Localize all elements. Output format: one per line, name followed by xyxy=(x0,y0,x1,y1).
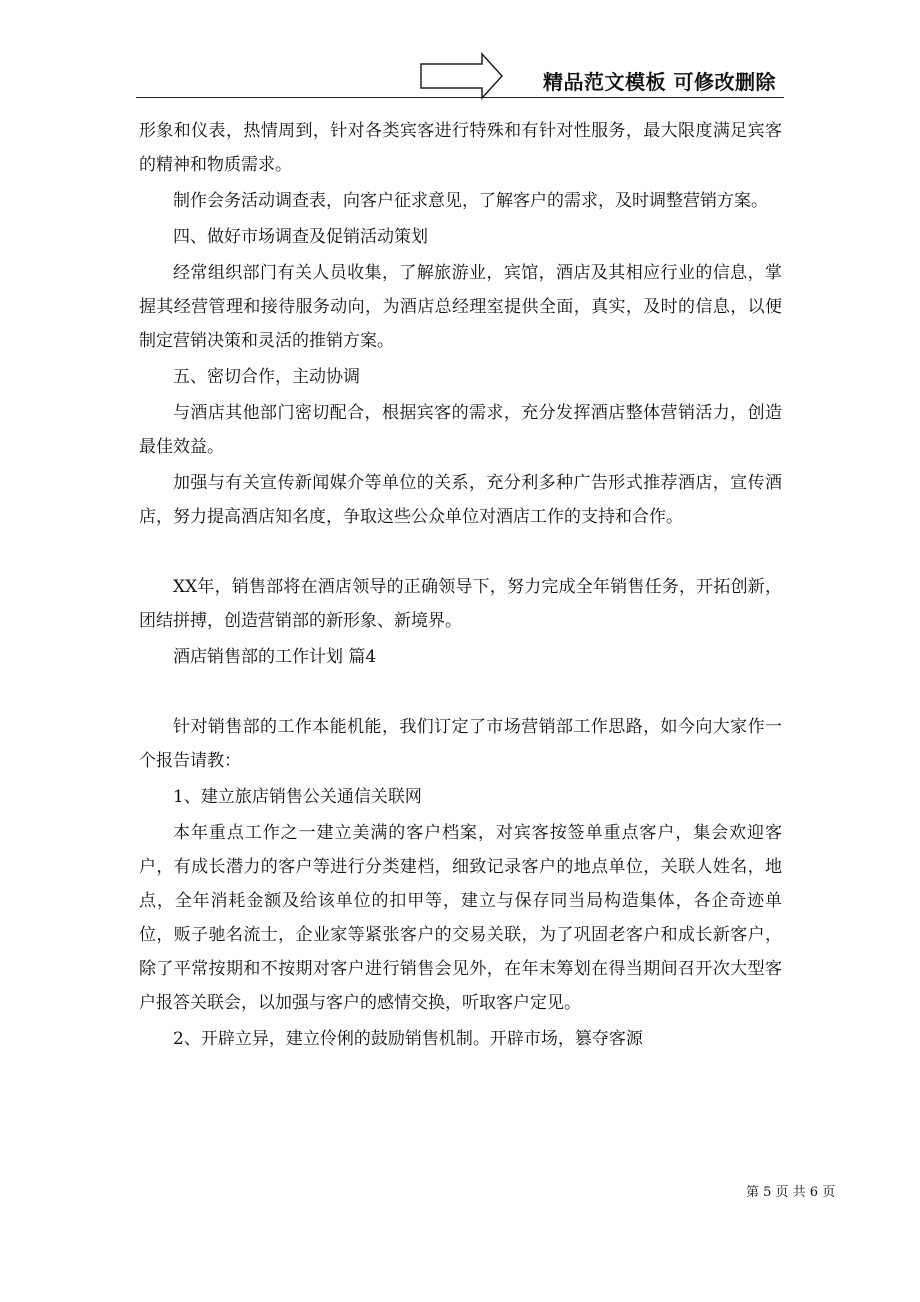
blank-line xyxy=(139,536,782,570)
paragraph: XX年，销售部将在酒店领导的正确领导下，努力完成全年销售任务，开拓创新，团结拼搏，创造营销部的新形象、新境界。 xyxy=(139,577,782,631)
page-number: 第 5 页 共 6 页 xyxy=(746,1185,836,1200)
page-header xyxy=(136,48,784,98)
blank-line xyxy=(139,676,782,710)
paragraph: 加强与有关宣传新闻媒介等单位的关系，充分利多种广告形式推荐酒店，宣传酒店，努力提高酒店知名度，争取这些公众单位对酒店工作的支持和合作。 xyxy=(139,473,782,527)
paragraph: 经常组织部门有关人员收集，了解旅游业，宾馆，酒店及其相应行业的信息，掌握其经营管理和接待服务动向，为酒店总经理室提供全面，真实，及时的信息，以便制定营销决策和灵活的推销方案。 xyxy=(139,263,782,351)
paragraph: 针对销售部的工作本能机能，我们订定了市场营销部工作思路，如今向大家作一个报告请教： xyxy=(139,717,782,771)
section-heading: 1、建立旅店销售公关通信关联网 xyxy=(173,787,422,807)
document-body xyxy=(139,114,782,1058)
paragraph: 与酒店其他部门密切配合，根据宾客的需求，充分发挥酒店整体营销活力，创造最佳效益。 xyxy=(139,403,782,457)
section-heading: 五、密切合作，主动协调 xyxy=(173,367,360,387)
header-divider xyxy=(136,97,784,98)
paragraph: 形象和仪表，热情周到，针对各类宾客进行特殊和有针对性服务，最大限度满足宾客的精神和物质需求。 xyxy=(139,121,782,175)
section-heading: 2、开辟立异，建立伶俐的鼓励销售机制。开辟市场，篡夺客源 xyxy=(173,1029,643,1049)
paragraph: 本年重点工作之一建立美满的客户档案，对宾客按签单重点客户，集会欢迎客户，有成长潜力的客户等进行分类建档，细致记录客户的地点单位，关联人姓名，地点，全年消耗金额及给该单位的扣甲等，建立与保存同当局构造集体，各企奇迹单位，贩子驰名流士，企业家等紧张客户的交易关联，为了巩固老客户和成长新客户，除了平常按期和不按期对客户进行销售会见外，在年末筹划在得当期间召开次大型客户报答关联会，以加强与客户的感情交换，听取客户定见。 xyxy=(139,823,782,1013)
header-title: 精品范文模板 可修改删除 xyxy=(543,70,776,94)
section-heading: 四、做好市场调查及促销活动策划 xyxy=(173,227,428,247)
arrow-right-icon xyxy=(420,52,504,100)
paragraph: 制作会务活动调查表，向客户征求意见，了解客户的需求，及时调整营销方案。 xyxy=(173,191,768,211)
document-title: 酒店销售部的工作计划 篇4 xyxy=(173,647,377,667)
